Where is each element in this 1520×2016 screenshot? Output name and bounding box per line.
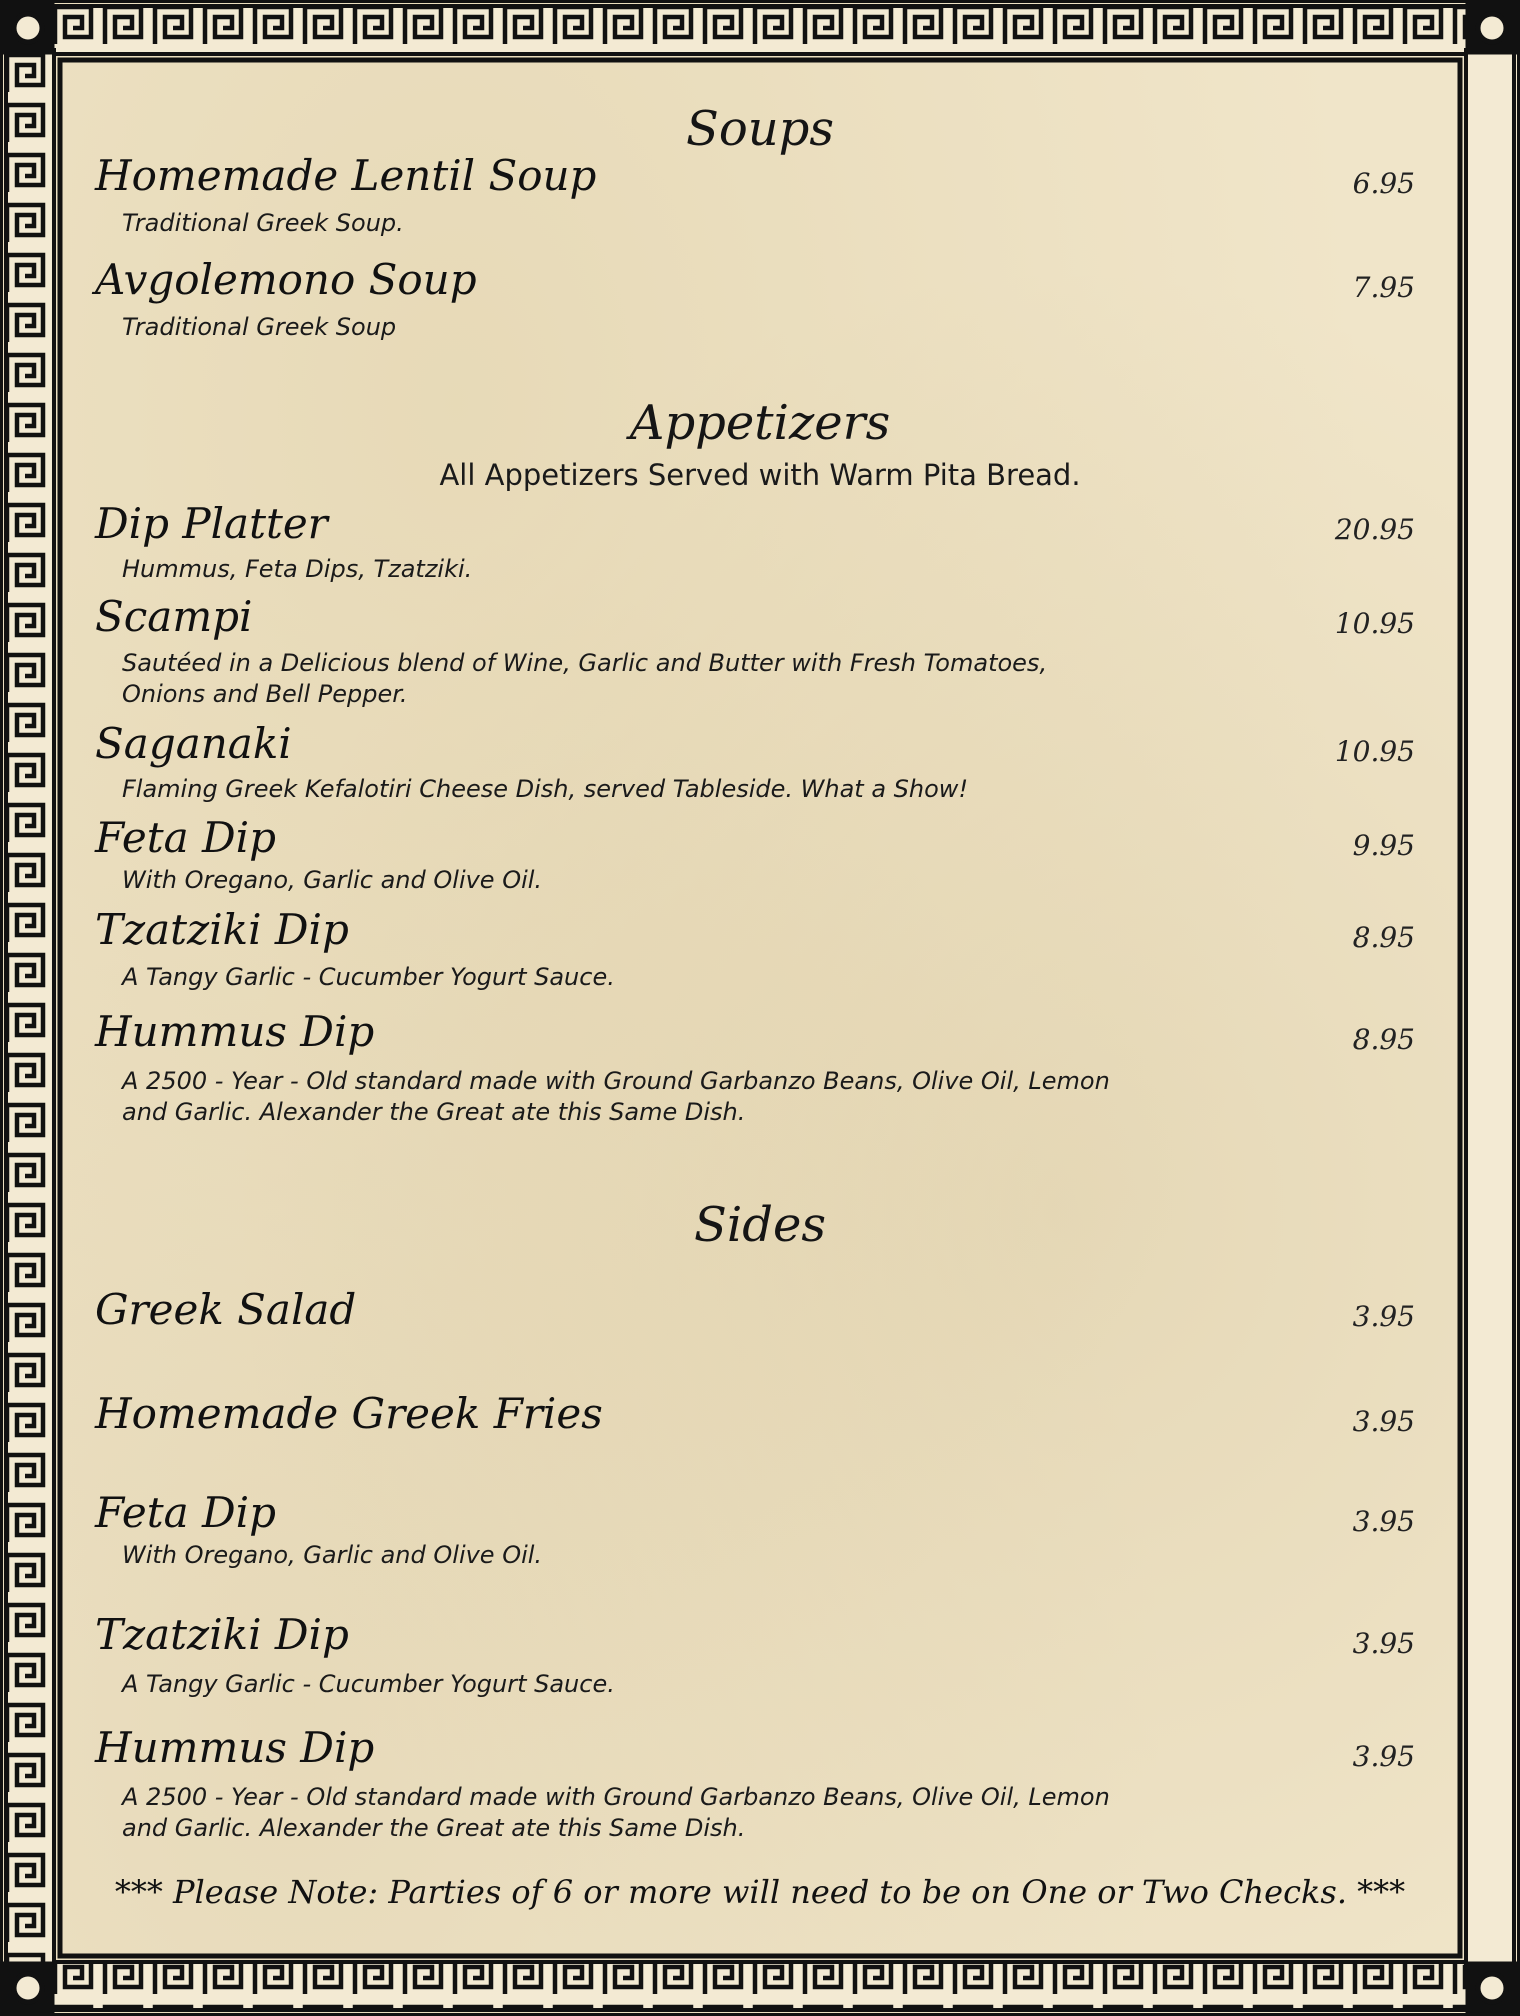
section-title-appetizers: Appetizers bbox=[629, 395, 891, 451]
item-description: A Tangy Garlic - Cucumber Yogurt Sauce. bbox=[122, 1670, 615, 1698]
item-description-line: Sautéed in a Delicious blend of Wine, Garlic and Butter with Fresh Tomatoes, bbox=[122, 649, 1048, 677]
item-description: With Oregano, Garlic and Olive Oil. bbox=[122, 866, 543, 894]
item-description: Traditional Greek Soup bbox=[122, 313, 397, 341]
item-description-line: and Garlic. Alexander the Great ate this Same Dish. bbox=[122, 1098, 746, 1126]
item-name: Hummus Dip bbox=[95, 1723, 375, 1772]
item-name: Dip Platter bbox=[95, 499, 328, 548]
item-name: Tzatziki Dip bbox=[95, 905, 349, 954]
item-name: Feta Dip bbox=[95, 813, 276, 862]
item-description: With Oregano, Garlic and Olive Oil. bbox=[122, 1541, 543, 1569]
item-description-line: Onions and Bell Pepper. bbox=[122, 680, 408, 708]
item-price: 20.95 bbox=[1334, 513, 1415, 546]
item-price: 10.95 bbox=[1334, 735, 1415, 768]
item-price: 10.95 bbox=[1334, 607, 1415, 640]
item-description-line: A 2500 - Year - Old standard made with Ground Garbanzo Beans, Olive Oil, Lemon bbox=[122, 1067, 1110, 1095]
item-description: Traditional Greek Soup. bbox=[122, 209, 404, 237]
item-name: Greek Salad bbox=[95, 1285, 357, 1334]
item-price: 7.95 bbox=[1352, 271, 1415, 304]
item-price: 3.95 bbox=[1352, 1627, 1415, 1660]
menu-content bbox=[95, 95, 1425, 1920]
item-price: 8.95 bbox=[1352, 1023, 1415, 1056]
item-description: Flaming Greek Kefalotiri Cheese Dish, served Tableside. What a Show! bbox=[122, 775, 969, 803]
item-name: Saganaki bbox=[95, 719, 292, 768]
item-name: Hummus Dip bbox=[95, 1007, 375, 1056]
section-title-sides: Sides bbox=[694, 1197, 826, 1253]
item-price: 3.95 bbox=[1352, 1405, 1415, 1438]
section-title-soups: Soups bbox=[685, 101, 835, 157]
item-name: Scampi bbox=[95, 592, 253, 641]
item-price: 3.95 bbox=[1352, 1505, 1415, 1538]
item-name: Feta Dip bbox=[95, 1488, 276, 1537]
item-name: Tzatziki Dip bbox=[95, 1610, 349, 1659]
item-price: 8.95 bbox=[1352, 921, 1415, 954]
item-description-line: A 2500 - Year - Old standard made with Ground Garbanzo Beans, Olive Oil, Lemon bbox=[122, 1783, 1110, 1811]
item-name: Homemade Greek Fries bbox=[95, 1389, 603, 1438]
section-subtitle: All Appetizers Served with Warm Pita Bread. bbox=[439, 458, 1081, 492]
item-name: Homemade Lentil Soup bbox=[95, 151, 597, 200]
party-size-note: *** Please Note: Parties of 6 or more will need to be on One or Two Checks. *** bbox=[114, 1873, 1406, 1911]
item-name: Avgolemono Soup bbox=[95, 255, 477, 304]
item-price: 6.95 bbox=[1352, 167, 1415, 200]
item-price: 3.95 bbox=[1352, 1740, 1415, 1773]
item-price: 3.95 bbox=[1352, 1300, 1415, 1333]
item-description: Hummus, Feta Dips, Tzatziki. bbox=[122, 555, 473, 583]
item-description: A Tangy Garlic - Cucumber Yogurt Sauce. bbox=[122, 963, 615, 991]
item-price: 9.95 bbox=[1352, 829, 1415, 862]
item-description-line: and Garlic. Alexander the Great ate this Same Dish. bbox=[122, 1814, 746, 1842]
